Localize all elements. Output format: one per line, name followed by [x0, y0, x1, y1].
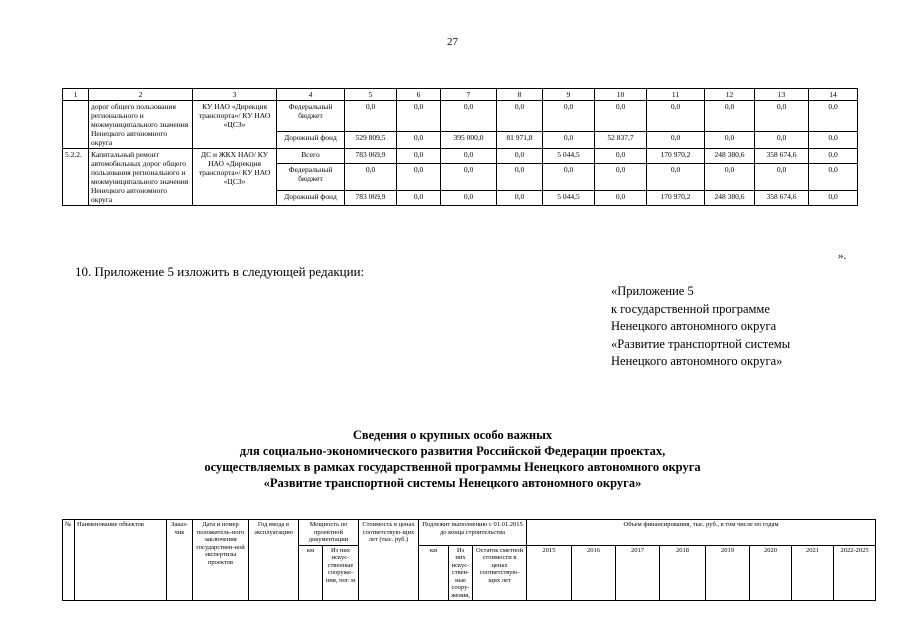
header-cost: Стоимость в ценах соответствую-щих лет (тыс. руб.)	[359, 520, 419, 601]
value-cell: 81 971,8	[497, 131, 543, 148]
header-year-2019: 2019	[706, 545, 750, 601]
column-number: 8	[497, 89, 543, 101]
value-cell: 0,0	[705, 164, 755, 191]
page-number: 27	[447, 36, 458, 48]
value-cell: 358 674,6	[755, 190, 809, 205]
value-cell: 0,0	[543, 164, 595, 191]
value-cell: 0,0	[595, 190, 647, 205]
value-cell: 0,0	[755, 131, 809, 148]
funding-source: Федеральный бюджет	[277, 101, 345, 132]
header-cap-km: км	[299, 545, 323, 601]
value-cell: 0,0	[497, 101, 543, 132]
table-row	[63, 101, 858, 132]
value-cell: 0,0	[809, 131, 858, 148]
value-cell: 0,0	[397, 149, 441, 164]
projects-table	[62, 519, 876, 601]
value-cell: 0,0	[809, 101, 858, 132]
value-cell: 170 970,2	[647, 149, 705, 164]
header-cap-art: Из них искус-ственные сооруже-ния, пог. м	[323, 545, 359, 601]
column-number: 10	[595, 89, 647, 101]
value-cell: 0,0	[441, 190, 497, 205]
value-cell: 0,0	[397, 190, 441, 205]
row-number	[63, 101, 89, 149]
value-cell: 0,0	[809, 190, 858, 205]
header-rem-km: км	[419, 545, 449, 601]
value-cell: 0,0	[397, 164, 441, 191]
value-cell: 0,0	[397, 101, 441, 132]
appendix-line: «Приложение 5	[611, 284, 694, 298]
title-line: для социально-экономического развития Российской Федерации проектах,	[239, 444, 666, 458]
title-line: Сведения о крупных особо важных	[352, 428, 553, 442]
appendix-line: к государственной программе	[611, 301, 770, 316]
value-cell: 0,0	[755, 101, 809, 132]
column-number: 5	[345, 89, 397, 101]
column-number: 2	[89, 89, 193, 101]
column-number: 4	[277, 89, 345, 101]
value-cell: 170 970,2	[647, 190, 705, 205]
appendix-heading	[611, 283, 790, 371]
value-cell: 0,0	[497, 149, 543, 164]
appendix-line: Ненецкого автономного округа»	[611, 354, 783, 368]
row-number: 5.2.2.	[63, 149, 89, 206]
value-cell: 0,0	[543, 101, 595, 132]
column-number: 1	[63, 89, 89, 101]
value-cell: 0,0	[595, 101, 647, 132]
header-year-2017: 2017	[616, 545, 660, 601]
value-cell: 5 044,5	[543, 190, 595, 205]
object-name: дорог общего пользования регионального и межмуниципального значения Ненецкого автономного округа	[89, 101, 193, 149]
column-number: 11	[647, 89, 705, 101]
value-cell: 783 069,9	[345, 190, 397, 205]
value-cell: 0,0	[809, 149, 858, 164]
value-cell: 0,0	[755, 164, 809, 191]
header-year-2015: 2015	[527, 545, 572, 601]
value-cell: 0,0	[595, 164, 647, 191]
header-year-2022-2025: 2022-2025	[834, 545, 876, 601]
value-cell: 0,0	[705, 101, 755, 132]
value-cell: 0,0	[647, 164, 705, 191]
header-expertise: Дата и номер положитель-ного заключения государствен-ной экспертизы проектов	[193, 520, 249, 601]
title-line: осуществляемых в рамках государственной программы Ненецкого автономного округа	[204, 460, 701, 474]
object-name: Капитальный ремонт автомобильных дорог общего пользования регионального и межмуниципального значения Ненецкого автономного округа	[89, 149, 193, 206]
column-number: 9	[543, 89, 595, 101]
header-year-2020: 2020	[750, 545, 792, 601]
header-rem-art: Из них искус-ствен-ные соору-жения,	[449, 545, 473, 601]
header-year-2018: 2018	[660, 545, 706, 601]
column-number: 3	[193, 89, 277, 101]
value-cell: 52 837,7	[595, 131, 647, 148]
value-cell: 0,0	[441, 164, 497, 191]
title-line: «Развитие транспортной системы Ненецкого автономного округа»	[263, 476, 642, 490]
column-number: 14	[809, 89, 858, 101]
appendix-line: «Развитие транспортной системы	[611, 336, 791, 351]
funding-source: Всего	[277, 149, 345, 164]
customer-name: КУ НАО «Дирекция транспорта»/ КУ НАО «ЦСЗ»	[193, 101, 277, 149]
value-cell: 529 809,5	[345, 131, 397, 148]
value-cell: 0,0	[497, 164, 543, 191]
header-rem-cost: Остаток сметной стоимости в ценах соответствую-щих лет	[473, 545, 527, 601]
header-customer: Заказ-чик	[167, 520, 193, 601]
header-no: №	[63, 520, 75, 601]
value-cell: 0,0	[809, 164, 858, 191]
value-cell: 0,0	[345, 164, 397, 191]
value-cell: 0,0	[441, 101, 497, 132]
program-table	[62, 88, 858, 206]
value-cell: 0,0	[543, 131, 595, 148]
column-number: 7	[441, 89, 497, 101]
value-cell: 0,0	[441, 149, 497, 164]
header-year-2016: 2016	[572, 545, 616, 601]
table-row	[63, 149, 858, 164]
header-name: Наименование объектов	[75, 520, 167, 601]
header-remaining: Подлежит выполнению с 01.01.2015 до конца строительства	[419, 520, 527, 546]
amendment-item-10: 10. Приложение 5 изложить в следующей редакции:	[75, 264, 365, 279]
value-cell: 783 069,9	[345, 149, 397, 164]
funding-source: Федеральный бюджет	[277, 164, 345, 191]
value-cell: 5 044,5	[543, 149, 595, 164]
value-cell: 0,0	[595, 149, 647, 164]
value-cell: 248 380,6	[705, 149, 755, 164]
value-cell: 0,0	[705, 131, 755, 148]
column-number: 13	[755, 89, 809, 101]
header-funding: Объем финансирования, тыс. руб., в том числе по годам	[527, 520, 876, 546]
appendix-line: Ненецкого автономного округа	[611, 319, 777, 333]
value-cell: 395 000,0	[441, 131, 497, 148]
header-row	[63, 520, 876, 546]
funding-source: Дорожный фонд	[277, 131, 345, 148]
column-number: 12	[705, 89, 755, 101]
value-cell: 0,0	[497, 190, 543, 205]
funding-source: Дорожный фонд	[277, 190, 345, 205]
header-year-2021: 2021	[792, 545, 834, 601]
value-cell: 248 380,6	[705, 190, 755, 205]
closing-quote: ».	[838, 250, 847, 262]
document-title	[0, 427, 905, 491]
value-cell: 0,0	[647, 131, 705, 148]
value-cell: 0,0	[397, 131, 441, 148]
column-number: 6	[397, 89, 441, 101]
value-cell: 358 674,6	[755, 149, 809, 164]
value-cell: 0,0	[345, 101, 397, 132]
header-capacity: Мощность по проектной документации	[299, 520, 359, 546]
customer-name: ДС и ЖКХ НАО/ КУ НАО «Дирекция транспорта»/ КУ НАО «ЦСЗ»	[193, 149, 277, 206]
value-cell: 0,0	[647, 101, 705, 132]
header-row	[63, 89, 858, 101]
header-year: Год ввода в эксплуатацию	[249, 520, 299, 601]
